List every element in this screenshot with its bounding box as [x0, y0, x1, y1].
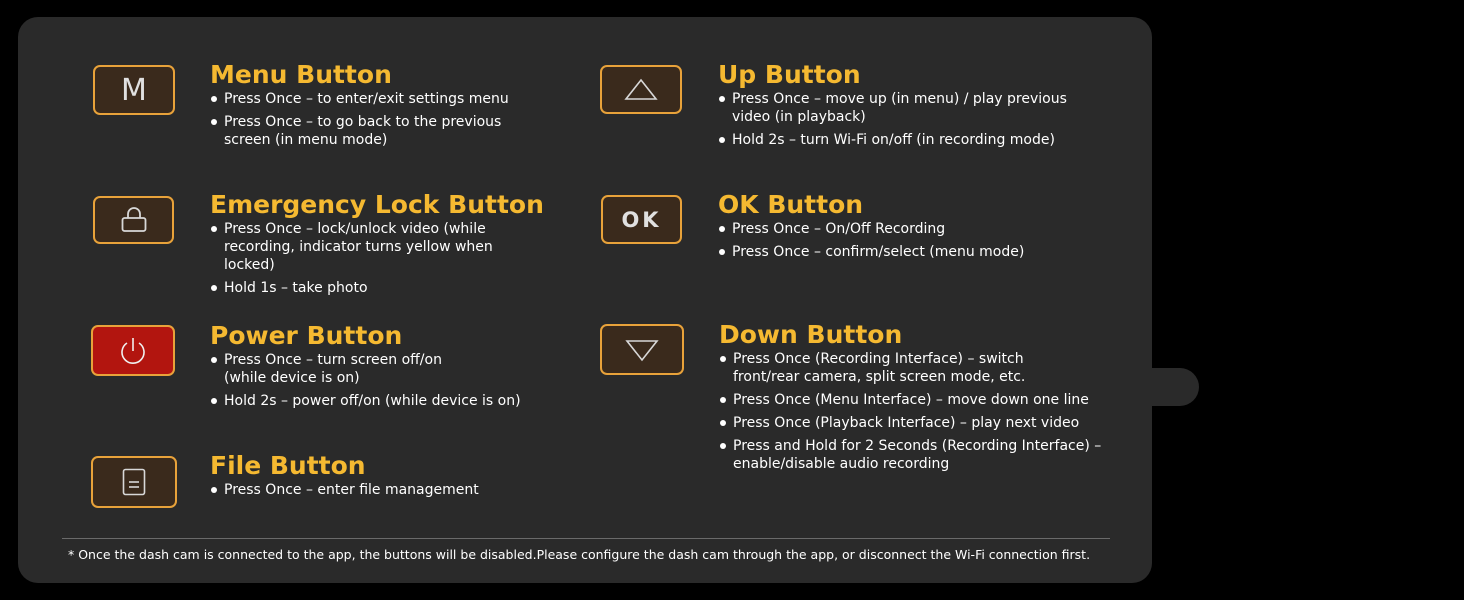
up-triangle-icon [600, 65, 682, 114]
file-button-section [210, 451, 550, 499]
file-icon [91, 456, 177, 508]
menu-button-title: Menu Button [210, 60, 392, 89]
down-button-section [719, 320, 1104, 473]
list-item: Press Once – move up (in menu) / play previous video (in playback) [718, 90, 1077, 126]
list-item: Press Once – to enter/exit settings menu [210, 90, 550, 108]
list-item: Press Once (Playback Interface) – play next video [719, 414, 1104, 432]
ok-key-letters: OK [621, 207, 662, 232]
file-button-title: File Button [210, 451, 366, 480]
list-item: Hold 1s – take photo [210, 279, 550, 297]
menu-key-icon [93, 65, 175, 115]
list-item: Press Once (Recording Interface) – switch front/rear camera, split screen mode, etc. [719, 350, 1093, 386]
list-item: Press Once (Menu Interface) – move down one line [719, 391, 1104, 409]
list-item: Press Once – lock/unlock video (while recording, indicator turns yellow when locked) [210, 220, 504, 274]
list-item: Hold 2s – power off/on (while device is on) [210, 392, 550, 410]
ok-button-title: OK Button [718, 190, 864, 219]
list-item: Press Once – confirm/select (menu mode) [718, 243, 1088, 261]
up-button-section [718, 60, 1088, 149]
list-item: Press Once – On/Off Recording [718, 220, 1088, 238]
ok-button-section [718, 190, 1088, 261]
list-item: Press Once – to go back to the previous screen (in menu mode) [210, 113, 550, 149]
footnote: * Once the dash cam is connected to the app, the buttons will be disabled.Please configure the dash cam through the app, or disconnect the Wi-Fi connection first. [68, 547, 1091, 562]
ok-key-icon [601, 195, 682, 244]
list-item: Press and Hold for 2 Seconds (Recording Interface) – enable/disable audio recording [719, 437, 1108, 473]
panel-tab [1140, 368, 1199, 406]
menu-button-section [210, 60, 550, 149]
power-button-section [210, 321, 550, 410]
up-button-title: Up Button [718, 60, 861, 89]
power-icon [91, 325, 175, 376]
menu-key-letter: M [121, 72, 147, 108]
lock-button-section [210, 190, 550, 297]
list-item: Hold 2s – turn Wi-Fi on/off (in recording mode) [718, 131, 1088, 149]
list-item: Press Once – enter file management [210, 481, 550, 499]
power-button-title: Power Button [210, 321, 403, 350]
lock-icon [93, 196, 174, 244]
divider [62, 538, 1110, 539]
down-button-title: Down Button [719, 320, 903, 349]
lock-button-title: Emergency Lock Button [210, 190, 544, 219]
down-triangle-icon [600, 324, 684, 375]
list-item: Press Once – turn screen off/on (while device is on) [210, 351, 474, 387]
